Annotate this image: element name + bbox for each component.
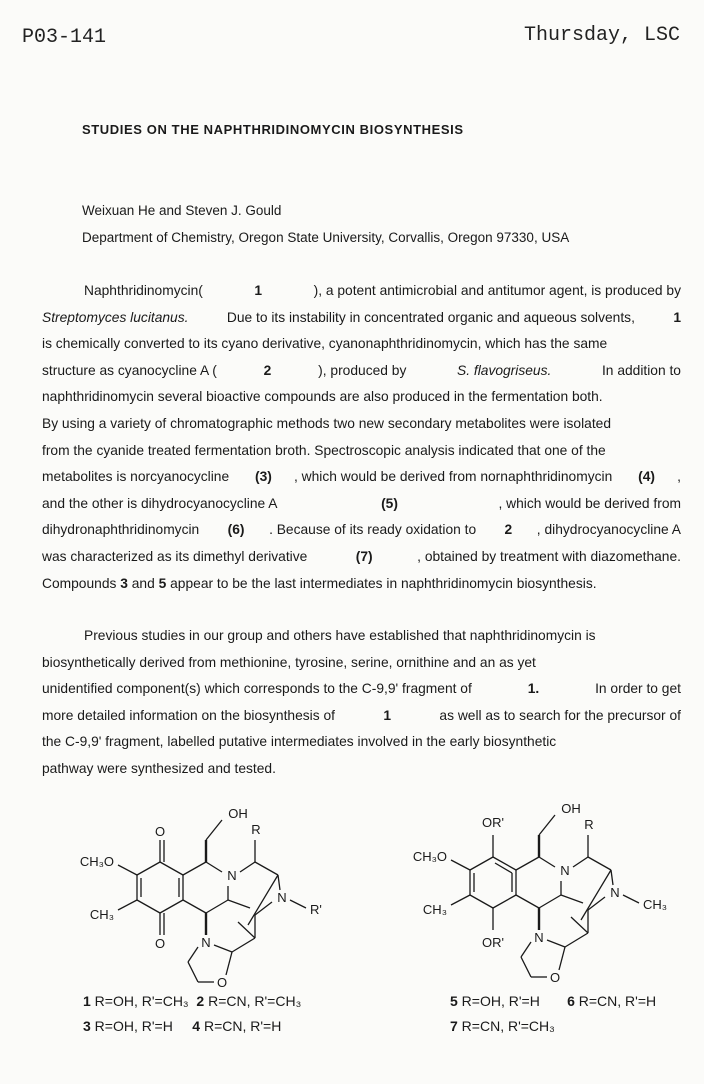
compound-number: 2 — [196, 993, 205, 1009]
compound-number: (5) — [381, 495, 398, 511]
atom-label: R' — [310, 902, 322, 917]
paragraph-2 — [42, 623, 681, 783]
atom-label: CH₃ — [643, 897, 668, 912]
text-line — [42, 517, 681, 544]
atom-label: O — [549, 970, 561, 985]
structure-caption — [450, 1018, 555, 1034]
text-segment: , dihydrocyanocycline A — [536, 522, 681, 538]
bond — [571, 917, 588, 933]
text-segment: In addition to — [598, 362, 681, 378]
atom-label: N — [610, 885, 620, 900]
atom-label: N — [201, 935, 211, 950]
compound-number: 2 — [504, 522, 513, 538]
compound-number: (3) — [255, 469, 272, 485]
text-line — [42, 650, 681, 677]
session-label: Thursday, LSC — [523, 24, 680, 47]
text-line — [42, 331, 681, 358]
text-segment: , — [677, 469, 681, 485]
text-segment: and the other is dihydrocyanocycline A — [42, 495, 281, 511]
text-line — [42, 278, 681, 305]
atom-label: O — [154, 824, 166, 839]
bond — [188, 962, 198, 982]
text-line — [42, 411, 681, 438]
bond — [521, 942, 531, 957]
compound-number: 1 — [383, 707, 392, 723]
bond — [539, 857, 555, 867]
text-segment: , which would be derived from nornaphthridinomycin — [293, 469, 617, 485]
bond — [255, 862, 278, 875]
text-segment: from the cyanide treated fermentation broth. Spectroscopic analysis indicated that one of the — [42, 442, 606, 458]
paragraph-1 — [42, 278, 681, 597]
authors: Weixuan He and Steven J. Gould — [82, 203, 282, 218]
compound-number: 3 — [83, 1018, 91, 1034]
structure-caption — [83, 1018, 281, 1034]
bond — [521, 957, 531, 977]
bond — [137, 862, 160, 875]
structure-caption — [450, 993, 656, 1009]
text-line — [42, 623, 681, 650]
bond — [238, 922, 255, 938]
text-segment: naphthridinomycin several bioactive compounds are also produced in the fermentation both. — [42, 389, 603, 405]
bond — [160, 900, 183, 913]
bond — [495, 863, 512, 873]
atom-label: CH₃ — [422, 902, 447, 917]
bond — [623, 895, 639, 903]
bond — [451, 860, 470, 870]
text-segment: was characterized as its dimethyl derivative — [42, 548, 312, 564]
compound-number: 1 — [254, 283, 263, 298]
compound-number: 5 — [450, 993, 458, 1009]
bond — [137, 900, 160, 913]
substituent-text: R=CN, R'=H — [200, 1018, 282, 1034]
bond — [516, 895, 539, 908]
atom-label: O — [216, 975, 228, 990]
text-segment: and — [127, 575, 159, 591]
bond — [516, 857, 539, 870]
text-line — [42, 305, 681, 332]
bond — [547, 940, 565, 947]
text-segment: as well as to search for the precursor of — [435, 707, 681, 723]
bond — [214, 945, 232, 952]
atom-label: OR' — [482, 935, 504, 950]
substituent-text: R=OH, R'=CH₃ — [90, 993, 197, 1009]
text-line — [42, 491, 681, 518]
text-segment: By using a variety of chromatographic methods two new secondary metabolites were isolated — [42, 415, 612, 431]
atom-label: N — [227, 868, 237, 883]
bond — [226, 952, 232, 975]
bond — [206, 900, 228, 913]
text-segment: Naphthridinomycin( — [84, 283, 203, 298]
structure-2 — [413, 801, 667, 985]
text-segment: metabolites is norcyanocycline — [42, 469, 233, 485]
text-segment: unidentified component(s) which corresponds to the C-9,9' fragment of — [42, 681, 476, 697]
text-segment: the C-9,9' fragment, labelled putative intermediates involved in the early biosynthetic — [42, 734, 557, 750]
bond — [581, 870, 611, 920]
abstract-code: P03-141 — [22, 26, 107, 49]
bond — [451, 895, 470, 905]
species-name: Streptomyces lucitanus. — [42, 309, 189, 325]
compound-number: 1 — [83, 993, 91, 1009]
bond — [539, 815, 555, 835]
bond — [206, 862, 222, 872]
bond — [188, 947, 198, 962]
species-name: S. flavogriseus. — [457, 362, 552, 378]
text-line — [42, 756, 681, 783]
text-segment: ), produced by — [318, 362, 411, 378]
text-segment: , obtained by treatment with diazomethane. — [417, 548, 681, 564]
bond — [565, 933, 588, 947]
bond — [206, 820, 222, 840]
bond — [470, 895, 493, 908]
substituent-text: R=CN, R'=CH₃ — [457, 1018, 555, 1034]
bond — [183, 862, 206, 875]
compound-number: 1 — [673, 309, 681, 325]
affiliation: Department of Chemistry, Oregon State University, Corvallis, Oregon 97330, USA — [82, 230, 570, 245]
compound-number: 3 — [120, 575, 128, 591]
bond — [248, 875, 278, 925]
atom-label: OH — [561, 801, 581, 816]
compound-number: (4) — [638, 469, 656, 485]
bond — [611, 870, 613, 885]
bond — [493, 895, 516, 908]
compound-number: 2 — [263, 362, 272, 378]
text-line — [42, 438, 681, 465]
text-line — [42, 571, 681, 598]
compound-number: (6) — [227, 522, 245, 538]
bond — [118, 865, 137, 875]
bond — [183, 900, 206, 913]
bond — [539, 895, 561, 908]
atom-label: CH₃ — [89, 907, 114, 922]
bond — [559, 947, 565, 970]
compound-number: 5 — [158, 575, 167, 591]
substituent-text: R=OH, R'=H — [90, 1018, 193, 1034]
text-line — [42, 464, 681, 491]
bond — [118, 900, 137, 910]
bond — [290, 900, 306, 908]
atom-label: R — [251, 822, 261, 837]
atom-label: N — [560, 863, 570, 878]
bond — [228, 900, 250, 908]
bond — [240, 862, 255, 872]
atom-label: OR' — [482, 815, 504, 830]
text-segment: In order to get — [591, 681, 681, 697]
atom-label: R — [584, 817, 594, 832]
text-segment: structure as cyanocycline A ( — [42, 362, 217, 378]
text-line — [42, 544, 681, 571]
atom-label: N — [534, 930, 544, 945]
compound-number: 4 — [192, 1018, 201, 1034]
substituent-text: R=CN, R'=CH₃ — [204, 993, 302, 1009]
text-segment: Previous studies in our group and others have established that naphthridinomycin is — [84, 628, 596, 643]
bond — [278, 875, 280, 890]
text-segment: . Because of its ready oxidation to — [269, 522, 480, 538]
text-line — [42, 676, 681, 703]
structure-caption — [83, 993, 301, 1009]
bond — [470, 857, 493, 870]
text-segment: , which would be derived from — [498, 495, 681, 511]
text-segment: biosynthetically derived from methionine, tyrosine, serine, ornithine and an as yet — [42, 654, 536, 670]
bond — [573, 857, 588, 867]
bond — [160, 862, 183, 875]
text-segment: appear to be the last intermediates in naphthridinomycin biosynthesis. — [166, 575, 597, 591]
bond — [232, 938, 255, 952]
chemical-structures — [0, 790, 704, 990]
atom-label: CH₃O — [412, 849, 447, 864]
compound-number: (7) — [355, 548, 373, 564]
substituent-text: R=OH, R'=H — [457, 993, 568, 1009]
text-segment: Compounds — [42, 575, 121, 591]
text-line — [42, 729, 681, 756]
text-line — [42, 703, 681, 730]
text-line — [42, 384, 681, 411]
text-segment: more detailed information on the biosynthesis of — [42, 707, 339, 723]
text-segment: pathway were synthesized and tested. — [42, 760, 276, 776]
text-line — [42, 358, 681, 385]
compound-number: 1. — [527, 681, 540, 697]
atom-label: CH₃O — [79, 854, 114, 869]
paper-title: STUDIES ON THE NAPHTHRIDINOMYCIN BIOSYNTHESIS — [82, 122, 464, 137]
bond — [588, 857, 611, 870]
compound-number: 7 — [450, 1018, 458, 1034]
compound-number: 6 — [567, 993, 575, 1009]
structure-1 — [80, 806, 322, 990]
substituent-text: R=CN, R'=H — [574, 993, 657, 1009]
atom-label: N — [277, 890, 287, 905]
atom-label: OH — [228, 806, 248, 821]
text-segment: dihydronaphthridinomycin — [42, 522, 204, 538]
text-segment: is chemically converted to its cyano derivative, cyanonaphthridinomycin, which has the same — [42, 336, 608, 352]
bond — [561, 895, 583, 903]
text-segment: Due to its instability in concentrated organic and aqueous solvents, — [223, 309, 639, 325]
atom-label: O — [154, 936, 166, 951]
text-segment: ), a potent antimicrobial and antitumor agent, is produced by — [313, 283, 681, 298]
